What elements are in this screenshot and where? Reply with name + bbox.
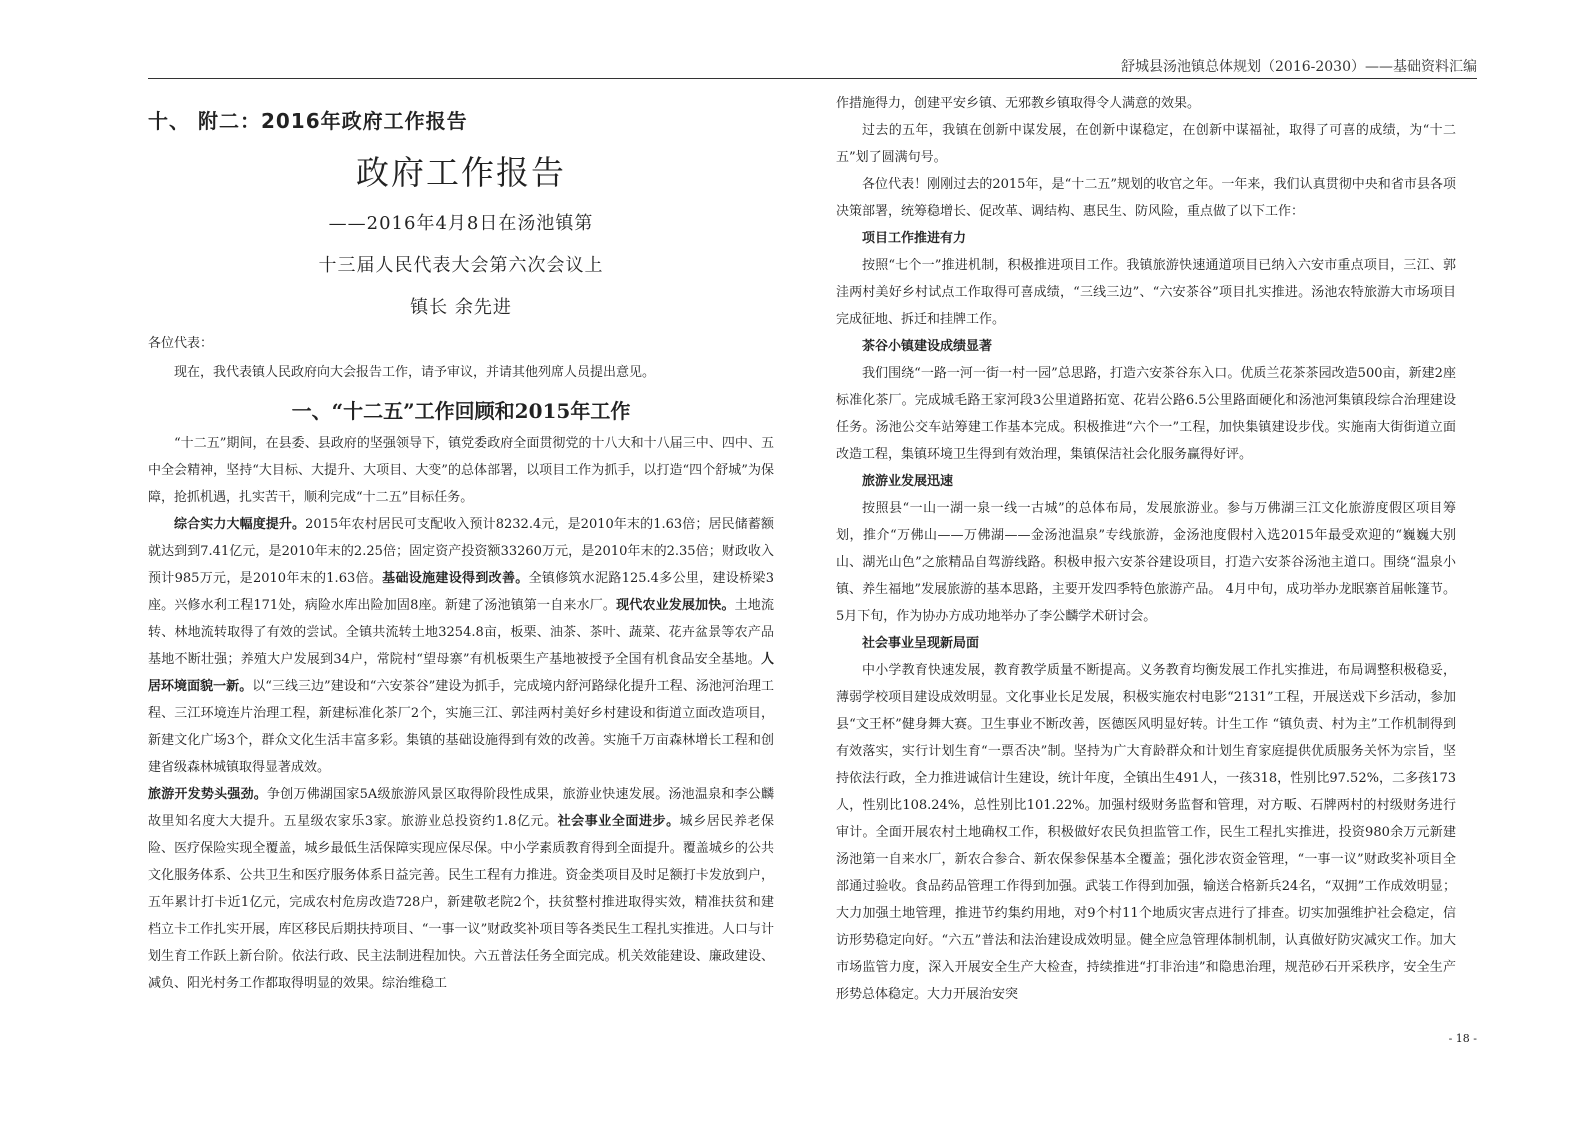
subheading-projects: 项目工作推进有力 [862, 231, 967, 246]
document-title: 政府工作报告 [356, 153, 566, 192]
chapter-heading: 一、“十二五”工作回顾和2015年工作 [291, 399, 631, 423]
salutation: 各位代表： [148, 336, 214, 351]
right-column [836, 90, 1456, 1008]
lead-infrastructure: 基础设施建设得到改善。 [382, 571, 529, 586]
subheading-tourism: 旅游业发展迅速 [862, 474, 954, 489]
tourism-social-paragraph [148, 781, 774, 997]
past-five-years-paragraph: 过去的五年，我镇在创新中谋发展，在创新中谋稳定，在创新中谋福祉，取得了可喜的成绩，为“十二五”划了圆满句号。 [836, 123, 1456, 165]
social-paragraph: 中小学教育快速发展，教育教学质量不断提高。义务教育均衡发展工作扎实推进，布局调整积极稳妥，薄弱学校项目建设成效明显。文化事业长足发展，积极实施农村电影“2131”工程，开展送戏下乡活动，参加县“文王杯”健身舞大赛。卫生事业不断改善，医德医风明显好转。计生工作 “镇负责、村为主”工作机制得到有效落实，实行计划生育“一票否决”制。坚持为广大育龄群众和计划生育家庭提供优质服务关怀为宗旨，坚持依法行政，全力推进诚信计生建设，统计年度，全镇出生491人，一孩318，性别比97.52%，二多孩173人，性别比108.24%，总性别比101.22%。加强村级财务监督和管理，对方畈、石牌两村的村级财务进行审计。全面开展农村土地确权工作，积极做好农民负担监管工作，民生工程扎实推进，投资980余万元新建汤池第一自来水厂，新农合参合、新农保参保基本全覆盖；强化涉农资金管理，“一事一议”财政奖补项目全部通过验收。食品药品管理工作得到加强。武装工作得到加强，输送合格新兵24名，“双拥”工作成效明显；大力加强土地管理，推进节约集约用地，对9个村11个地质灾害点进行了排查。切实加强维护社会稳定，信访形势稳定向好。“六五”普法和法治建设成效明显。健全应急管理体制机制，认真做好防灾减灾工作。加大市场监管力度，深入开展安全生产大检查，持续推进“打非治违”和隐患治理，规范砂石开采秩序，安全生产形势总体稳定。大力开展治安突 [836, 663, 1456, 1002]
text-overall-strength: 2015年农村居民可支配收入预计8232.4元，是2010年末的1.63倍；居民储蓄额就达到到7.41亿元，是2010年末的2.25倍；固定资产投资额33260万元，是2010年末的2.35倍；财政收入预计985万元，是2010年末的1.63倍。 [148, 517, 774, 586]
running-header: 舒城县汤池镇总体规划（2016-2030）——基础资料汇编 [1121, 59, 1477, 75]
header-rule [148, 78, 1477, 79]
page-number: - 18 - [1448, 1032, 1477, 1045]
section-heading: 十、 附二：2016年政府工作报告 [148, 109, 468, 133]
projects-paragraph: 按照“七个一”推进机制，积极推进项目工作。我镇旅游快速通道项目已纳入六安市重点项目，三江、郭洼两村美好乡村试点工作取得可喜成绩，“三线三边”、“六安茶谷”项目扎实推进。汤池农特旅游大市场项目完成征地、拆迁和挂牌工作。 [836, 258, 1456, 327]
opening-paragraph: 现在，我代表镇人民政府向大会报告工作，请予审议，并请其他列席人员提出意见。 [174, 365, 656, 380]
subheading-social: 社会事业呈现新局面 [862, 636, 980, 651]
subtitle-line-1: ——2016年4月8日在汤池镇第 [328, 213, 594, 234]
intro-paragraph: “十二五”期间，在县委、县政府的坚强领导下，镇党委政府全面贯彻党的十八大和十八届三中、四中、五中全会精神，坚持“大目标、大提升、大项目、大变”的总体部署，以项目工作为抓手，以打造“四个舒城”为保障，抢抓机遇，扎实苦干，顺利完成“十二五”目标任务。 [148, 436, 774, 505]
achievements-paragraph [148, 511, 774, 781]
lead-social-progress: 社会事业全面进步。 [557, 814, 680, 829]
tourism-paragraph: 按照县“一山一湖一泉一线一古城”的总体布局，发展旅游业。参与万佛湖三江文化旅游度假区项目筹划，推介“万佛山——万佛湖——金汤池温泉”专线旅游，金汤池度假村入选2015年最受欢迎的“巍巍大别山、湖光山色”之旅精品自驾游线路。积极申报六安茶谷建设项目，打造六安茶谷汤池主道口。围绕“温泉小镇、养生福地”发展旅游的基本思路，主要开发四季特色旅游产品。 4月中旬，成功举办龙眠寨首届帐篷节。5月下旬，作为协办方成功地举办了李公麟学术研讨会。 [836, 501, 1456, 624]
lead-overall-strength: 综合实力大幅度提升。 [174, 517, 306, 532]
speaker-line: 镇长 余先进 [410, 297, 512, 318]
text-social-progress: 城乡居民养老保险、医疗保险实现全覆盖，城乡最低生活保障实现应保尽保。中小学素质教育得到全面提升。覆盖城乡的公共文化服务体系、公共卫生和医疗服务体系日益完善。民生工程有力推进。资金类项目及时足额打卡发放到户，五年累计打卡近1亿元，完成农村危房改造728户，新建敬老院2个，扶贫整村推进取得实效，精准扶贫和建档立卡工作扎实开展，库区移民后期扶持项目、“一事一议”财政奖补项目等各类民生工程扎实推进。人口与计划生育工作跃上新台阶。依法行政、民主法制进程加快。六五普法任务全面完成。机关效能建设、廉政建设、减负、阳光村务工作都取得明显的效果。综治维稳工 [148, 814, 774, 991]
year-2015-paragraph: 各位代表！刚刚过去的2015年，是“十二五”规划的收官之年。一年来，我们认真贯彻中央和省市县各项决策部署，统筹稳增长、促改革、调结构、惠民生、防风险，重点做了以下工作： [836, 177, 1456, 219]
left-column [148, 90, 774, 997]
tea-valley-paragraph: 我们围绕“一路一河一街一村一园”总思路，打造六安茶谷东入口。优质兰花茶茶园改造500亩，新建2座标准化茶厂。完成城毛路王家河段3公里道路拓宽、花岩公路6.5公里路面硬化和汤池河集镇段综合治理建设任务。汤池公交车站筹建工作基本完成。积极推进“六个一”工程，加快集镇建设步伐。实施南大街街道立面改造工程，集镇环境卫生得到有效治理，集镇保洁社会化服务赢得好评。 [836, 366, 1456, 462]
continuation-paragraph: 作措施得力，创建平安乡镇、无邪教乡镇取得令人满意的效果。 [836, 96, 1201, 111]
subtitle-line-2: 十三届人民代表大会第六次会议上 [318, 255, 604, 276]
text-infrastructure: 全镇修筑水泥路125.4多公里，建设桥梁3座。兴修水利工程171处，病险水库出险加固8座。新建了汤池镇第一自来水厂。 [148, 571, 774, 613]
lead-living-environment: 人居环境面貌一新。 [148, 652, 774, 694]
lead-tourism: 旅游开发势头强劲。 [148, 787, 268, 802]
text-tourism: 争创万佛湖国家5A级旅游风景区取得阶段性成果，旅游业快速发展。汤池温泉和李公麟故里知名度大大提升。五星级农家乐3家。旅游业总投资约1.8亿元。 [148, 787, 774, 829]
subheading-tea-valley: 茶谷小镇建设成绩显著 [862, 339, 993, 354]
lead-agriculture: 现代农业发展加快。 [616, 598, 735, 613]
text-agriculture: 土地流转、林地流转取得了有效的尝试。全镇共流转土地3254.8亩，板栗、油茶、茶叶、蔬菜、花卉盆景等农产品基地不断壮强；养殖大户发展到34户，常院村“望母寨”有机板栗生产基地被授予全国有机食品安全基地。 [148, 598, 774, 667]
text-living-environment: 以“三线三边”建设和“六安茶谷”建设为抓手，完成境内舒河路绿化提升工程、汤池河治理工程、三江环境连片治理工程，新建标准化茶厂2个，实施三江、郭洼两村美好乡村建设和街道立面改造项目，新建文化广场3个，群众文化生活丰富多彩。集镇的基础设施得到有效的改善。实施千万亩森林增长工程和创建省级森林城镇取得显著成效。 [148, 679, 774, 775]
